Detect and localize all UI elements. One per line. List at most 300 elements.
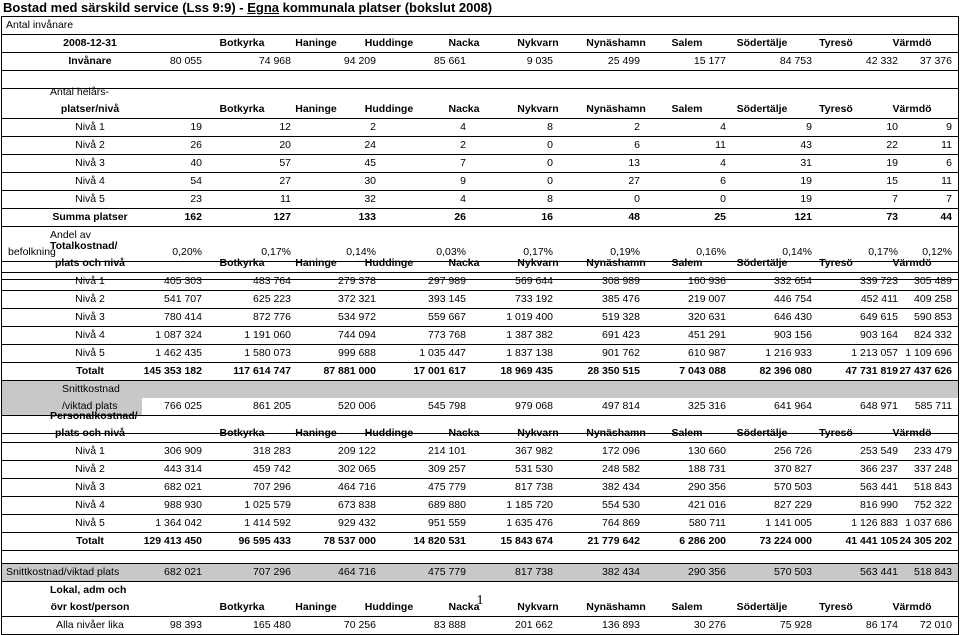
table-cell: 188 731 (688, 463, 726, 475)
table-cell: 0,17% (868, 246, 898, 258)
row-label: Summa platser (52, 211, 128, 223)
column-header: Nacka (448, 257, 480, 269)
table-cell: 14 820 531 (413, 535, 466, 547)
table-cell: 17 001 617 (413, 365, 466, 377)
table-cell: 903 164 (860, 329, 898, 341)
table-row (2, 461, 958, 479)
table-cell: 1 191 060 (244, 329, 291, 341)
table-cell: 1 580 073 (244, 347, 291, 359)
table-row (2, 408, 958, 425)
column-header: Huddinge (364, 427, 414, 439)
table-row (2, 84, 958, 101)
table-row (2, 191, 958, 209)
table-cell: 1 141 005 (765, 517, 812, 529)
table-cell: 569 644 (515, 275, 553, 287)
table-cell: 827 229 (774, 499, 812, 511)
table-cell: 531 530 (515, 463, 553, 475)
table-cell: 8 (547, 193, 553, 205)
table-cell: 1 037 686 (905, 517, 952, 529)
table-cell: 4 (460, 121, 466, 133)
row-label: Nivå 3 (75, 157, 105, 169)
column-header: Salem (671, 601, 703, 613)
table-cell: 87 881 000 (323, 365, 376, 377)
row-label: Nivå 1 (75, 275, 105, 287)
column-header: Södertälje (736, 103, 788, 115)
table-cell: 1 109 696 (905, 347, 952, 359)
column-header: Huddinge (364, 601, 414, 613)
table-cell: 452 411 (860, 293, 898, 305)
column-header: Nacka (448, 103, 480, 115)
table-cell: 86 174 (865, 619, 898, 631)
table-cell: 13 (628, 157, 640, 169)
column-header: Värmdö (892, 37, 932, 49)
table-cell: 1 635 476 (506, 517, 553, 529)
table-cell: 446 754 (774, 293, 812, 305)
column-header: Haninge (295, 103, 337, 115)
row-label: Nivå 4 (75, 329, 105, 341)
table-cell: 370 827 (774, 463, 812, 475)
table-cell: 2 (370, 121, 376, 133)
residents-section (1, 16, 959, 89)
table-cell: 451 291 (688, 329, 726, 341)
column-header: Värmdö (892, 427, 932, 439)
table-cell: 145 353 182 (143, 365, 202, 377)
table-cell: 999 688 (338, 347, 376, 359)
column-header: Salem (671, 103, 703, 115)
table-cell: 682 021 (164, 481, 202, 493)
column-header: Nacka (448, 601, 480, 613)
table-cell: 6 (946, 157, 952, 169)
column-header: Södertälje (736, 427, 788, 439)
table-cell: 0 (720, 193, 726, 205)
table-cell: 497 814 (602, 400, 640, 412)
table-cell: 817 738 (515, 481, 553, 493)
column-header: Nacka (448, 37, 480, 49)
table-cell: 443 314 (164, 463, 202, 475)
table-cell: 1 387 382 (506, 329, 553, 341)
row-label: övr kost/person (50, 601, 130, 613)
table-row (2, 443, 958, 461)
section-header: Antal invånare (6, 19, 74, 31)
table-cell: 26 (190, 139, 202, 151)
table-row (2, 53, 958, 71)
column-header: Södertälje (736, 601, 788, 613)
table-cell: 518 843 (914, 481, 952, 493)
table-cell: 325 316 (688, 400, 726, 412)
table-row (2, 273, 958, 291)
row-label: platser/nivå (60, 103, 120, 115)
table-cell: 464 716 (338, 566, 376, 578)
table-cell: 26 (454, 211, 466, 223)
table-row (2, 551, 958, 564)
table-cell: 44 (940, 211, 952, 223)
table-cell: 641 964 (774, 400, 812, 412)
table-cell: 11 (941, 175, 952, 187)
table-cell: 707 296 (253, 481, 291, 493)
row-label: Nivå 2 (75, 293, 105, 305)
table-cell: 31 (800, 157, 812, 169)
table-cell: 649 615 (860, 311, 898, 323)
table-row (2, 35, 958, 53)
table-cell: 1 462 435 (155, 347, 202, 359)
table-cell: 520 006 (338, 400, 376, 412)
row-label: plats och nivå (54, 257, 126, 269)
table-cell: 73 224 000 (759, 535, 812, 547)
table-cell: 70 256 (343, 619, 376, 631)
table-cell: 41 441 105 (845, 535, 898, 547)
table-cell: 585 711 (914, 400, 952, 412)
table-row (2, 173, 958, 191)
table-row (2, 255, 958, 273)
table-cell: 4 (720, 157, 726, 169)
table-cell: 74 968 (258, 55, 291, 67)
table-cell: 691 423 (602, 329, 640, 341)
table-cell: 22 (886, 139, 898, 151)
table-cell: 9 035 (526, 55, 553, 67)
table-cell: 817 738 (515, 566, 553, 578)
table-cell: 332 654 (774, 275, 812, 287)
table-row (2, 363, 958, 381)
table-cell: 903 156 (774, 329, 812, 341)
table-cell: 382 434 (602, 566, 640, 578)
table-cell: 0,03% (436, 246, 466, 258)
table-cell: 372 321 (338, 293, 376, 305)
table-cell: 519 328 (602, 311, 640, 323)
row-label: Nivå 1 (75, 121, 105, 133)
column-header: Salem (671, 427, 703, 439)
table-cell: 57 (279, 157, 291, 169)
table-cell: 15 (886, 175, 898, 187)
table-cell: 979 068 (515, 400, 553, 412)
row-label: Snittkostnad (62, 383, 120, 395)
row-label: Nivå 1 (75, 445, 105, 457)
table-cell: 7 (460, 157, 466, 169)
column-header: Botkyrka (219, 257, 265, 269)
row-label: Totalt (76, 365, 104, 377)
table-cell: 42 332 (865, 55, 898, 67)
table-cell: 1 216 933 (765, 347, 812, 359)
table-cell: 306 909 (164, 445, 202, 457)
table-row (2, 345, 958, 363)
table-cell: 7 (946, 193, 952, 205)
table-cell: 279 378 (338, 275, 376, 287)
table-cell: 94 209 (343, 55, 376, 67)
table-row (2, 479, 958, 497)
table-cell: 570 503 (774, 481, 812, 493)
table-cell: 0,12% (922, 246, 952, 258)
table-cell: 475 779 (428, 481, 466, 493)
column-header: Nykvarn (517, 257, 559, 269)
table-cell: 43 (800, 139, 812, 151)
table-cell: 459 742 (253, 463, 291, 475)
table-cell: 256 726 (774, 445, 812, 457)
table-cell: 563 441 (860, 566, 898, 578)
table-cell: 2 (634, 121, 640, 133)
table-cell: 988 930 (164, 499, 202, 511)
row-label: 2008-12-31 (63, 37, 117, 49)
column-header: Värmdö (892, 601, 932, 613)
column-header: Nynäshamn (586, 601, 646, 613)
section-header: Antal helårs- (50, 86, 109, 98)
table-cell: 689 880 (428, 499, 466, 511)
column-header: Södertälje (736, 37, 788, 49)
table-cell: 248 582 (602, 463, 640, 475)
row-label: Nivå 4 (75, 175, 105, 187)
column-header: Botkyrka (219, 427, 265, 439)
row-label: Nivå 2 (75, 139, 105, 151)
column-header: Haninge (295, 257, 337, 269)
table-cell: 21 779 642 (587, 535, 640, 547)
table-cell: 1 035 447 (419, 347, 466, 359)
table-row (2, 515, 958, 533)
table-cell: 45 (364, 157, 376, 169)
table-cell: 766 025 (164, 400, 202, 412)
table-cell: 162 (184, 211, 202, 223)
section-header: Totalkostnad/ (50, 240, 118, 252)
table-cell: 824 332 (914, 329, 952, 341)
table-cell: 861 205 (253, 400, 291, 412)
table-cell: 590 853 (914, 311, 952, 323)
table-cell: 24 (364, 139, 376, 151)
table-cell: 130 660 (688, 445, 726, 457)
table-row (2, 497, 958, 515)
table-cell: 48 (628, 211, 640, 223)
table-cell: 320 631 (688, 311, 726, 323)
table-cell: 570 503 (774, 566, 812, 578)
section-header: Personalkostnad/ (50, 410, 138, 422)
column-header: Nynäshamn (586, 37, 646, 49)
column-header: Nykvarn (517, 37, 559, 49)
column-header: Haninge (295, 37, 337, 49)
table-cell: 1 837 138 (506, 347, 553, 359)
table-cell: 11 (280, 193, 291, 205)
column-header: Salem (671, 257, 703, 269)
table-cell: 37 376 (919, 55, 952, 67)
table-cell: 73 (886, 211, 898, 223)
table-cell: 707 296 (253, 566, 291, 578)
table-cell: 6 286 200 (679, 535, 726, 547)
table-cell: 0,17% (261, 246, 291, 258)
table-cell: 483 764 (253, 275, 291, 287)
column-header: Nynäshamn (586, 427, 646, 439)
table-cell: 563 441 (860, 481, 898, 493)
row-label: Nivå 5 (75, 517, 105, 529)
table-cell: 201 662 (515, 619, 553, 631)
table-cell: 30 276 (693, 619, 726, 631)
column-header: Nacka (448, 427, 480, 439)
table-cell: 27 437 626 (899, 365, 952, 377)
table-cell: 9 (806, 121, 812, 133)
table-row (2, 101, 958, 119)
table-cell: 752 322 (914, 499, 952, 511)
row-label: Nivå 5 (75, 193, 105, 205)
table-cell: 160 936 (688, 275, 726, 287)
table-cell: 0,14% (346, 246, 376, 258)
column-header: Huddinge (364, 37, 414, 49)
table-cell: 1 019 400 (506, 311, 553, 323)
table-cell: 19 (190, 121, 202, 133)
table-row (2, 327, 958, 345)
table-cell: 6 (720, 175, 726, 187)
table-cell: 136 893 (602, 619, 640, 631)
table-cell: 610 987 (688, 347, 726, 359)
table-cell: 534 972 (338, 311, 376, 323)
row-label: plats och nivå (54, 427, 126, 439)
column-header: Haninge (295, 427, 337, 439)
total-cost-section (1, 238, 959, 434)
table-cell: 0 (634, 193, 640, 205)
table-cell: 318 283 (253, 445, 291, 457)
table-cell: 580 711 (688, 517, 726, 529)
column-header: Nykvarn (517, 427, 559, 439)
table-cell: 18 969 435 (500, 365, 553, 377)
table-cell: 75 928 (779, 619, 812, 631)
column-header: Tyresö (819, 37, 853, 49)
table-cell: 54 (190, 175, 202, 187)
table-cell: 9 (946, 121, 952, 133)
table-cell: 0 (547, 139, 553, 151)
table-row (2, 564, 958, 582)
table-cell: 72 010 (919, 619, 952, 631)
column-header: Tyresö (819, 427, 853, 439)
table-cell: 27 (628, 175, 640, 187)
table-cell: 682 021 (164, 566, 202, 578)
table-cell: 541 707 (164, 293, 202, 305)
table-cell: 19 (800, 175, 812, 187)
table-cell: 0,20% (172, 246, 202, 258)
table-cell: 1 087 324 (155, 329, 202, 341)
table-cell: 405 303 (164, 275, 202, 287)
table-cell: 2 (460, 139, 466, 151)
table-cell: 219 007 (688, 293, 726, 305)
table-cell: 297 989 (428, 275, 466, 287)
table-cell: 382 434 (602, 481, 640, 493)
table-cell: 1 126 883 (851, 517, 898, 529)
table-cell: 15 843 674 (500, 535, 553, 547)
table-cell: 559 667 (428, 311, 466, 323)
table-cell: 85 661 (433, 55, 466, 67)
table-cell: 32 (364, 193, 376, 205)
table-cell: 929 432 (338, 517, 376, 529)
table-cell: 518 843 (914, 566, 952, 578)
table-cell: 421 016 (688, 499, 726, 511)
table-cell: 172 096 (602, 445, 640, 457)
table-cell: 27 (279, 175, 291, 187)
table-cell: 98 393 (169, 619, 202, 631)
table-row (2, 119, 958, 137)
table-cell: 780 414 (164, 311, 202, 323)
table-cell: 30 (364, 175, 376, 187)
table-cell: 646 430 (774, 311, 812, 323)
table-row (2, 425, 958, 443)
table-cell: 47 731 819 (845, 365, 898, 377)
table-cell: 80 055 (169, 55, 202, 67)
row-label: Nivå 2 (75, 463, 105, 475)
table-cell: 673 838 (338, 499, 376, 511)
table-cell: 0 (547, 157, 553, 169)
table-cell: 1 025 579 (244, 499, 291, 511)
column-header: Haninge (295, 601, 337, 613)
row-label: Nivå 5 (75, 347, 105, 359)
row-label: befolkning (8, 246, 56, 258)
row-label: Nivå 3 (75, 311, 105, 323)
table-cell: 1 414 592 (244, 517, 291, 529)
table-cell: 84 753 (779, 55, 812, 67)
table-cell: 475 779 (428, 566, 466, 578)
table-cell: 464 716 (338, 481, 376, 493)
table-cell: 951 559 (428, 517, 466, 529)
table-cell: 302 065 (338, 463, 376, 475)
table-cell: 165 480 (253, 619, 291, 631)
table-cell: 117 614 747 (233, 365, 291, 377)
row-label: Snittkostnad/viktad plats (6, 566, 120, 578)
page-title: Bostad med särskild service (Lss 9:9) - Egna kommunala platser (bokslut 2008) (3, 0, 493, 15)
column-header: Nynäshamn (586, 257, 646, 269)
table-cell: 290 356 (688, 481, 726, 493)
column-header: Huddinge (364, 257, 414, 269)
table-cell: 209 122 (338, 445, 376, 457)
table-cell: 385 476 (602, 293, 640, 305)
table-cell: 233 479 (914, 445, 952, 457)
table-cell: 367 982 (515, 445, 553, 457)
table-row (2, 381, 958, 398)
table-cell: 133 (358, 211, 376, 223)
table-cell: 901 762 (602, 347, 640, 359)
table-cell: 308 989 (602, 275, 640, 287)
table-cell: 0,19% (610, 246, 640, 258)
column-header: Tyresö (819, 601, 853, 613)
table-cell: 545 798 (428, 400, 466, 412)
column-header: Värmdö (892, 257, 932, 269)
column-header: Botkyrka (219, 601, 265, 613)
table-cell: 733 192 (515, 293, 553, 305)
table-cell: 11 (715, 139, 726, 151)
column-header: Värmdö (892, 103, 932, 115)
table-cell: 1 185 720 (506, 499, 553, 511)
table-row (2, 533, 958, 551)
table-cell: 78 537 000 (323, 535, 376, 547)
table-cell: 23 (190, 193, 202, 205)
table-cell: 28 350 515 (587, 365, 640, 377)
table-cell: 337 248 (914, 463, 952, 475)
section-header: Lokal, adm och (50, 584, 127, 596)
table-cell: 309 257 (428, 463, 466, 475)
column-header: Tyresö (819, 257, 853, 269)
table-cell: 648 971 (860, 400, 898, 412)
table-row (2, 209, 958, 227)
table-cell: 290 356 (688, 566, 726, 578)
table-cell: 7 043 088 (679, 365, 726, 377)
table-cell: 9 (460, 175, 466, 187)
column-header: Nykvarn (517, 601, 559, 613)
table-cell: 0,14% (782, 246, 812, 258)
table-cell: 24 305 202 (899, 535, 952, 547)
table-cell: 25 (714, 211, 726, 223)
table-cell: 19 (886, 157, 898, 169)
table-cell: 409 258 (914, 293, 952, 305)
table-cell: 40 (190, 157, 202, 169)
column-header: Nynäshamn (586, 103, 646, 115)
row-label: Invånare (68, 55, 112, 67)
table-cell: 764 869 (602, 517, 640, 529)
page-number: 1 (476, 593, 484, 608)
column-header: Salem (671, 37, 703, 49)
table-row (2, 17, 958, 35)
table-cell: 12 (279, 121, 291, 133)
table-cell: 0,16% (696, 246, 726, 258)
table-cell: 8 (547, 121, 553, 133)
table-cell: 7 (892, 193, 898, 205)
